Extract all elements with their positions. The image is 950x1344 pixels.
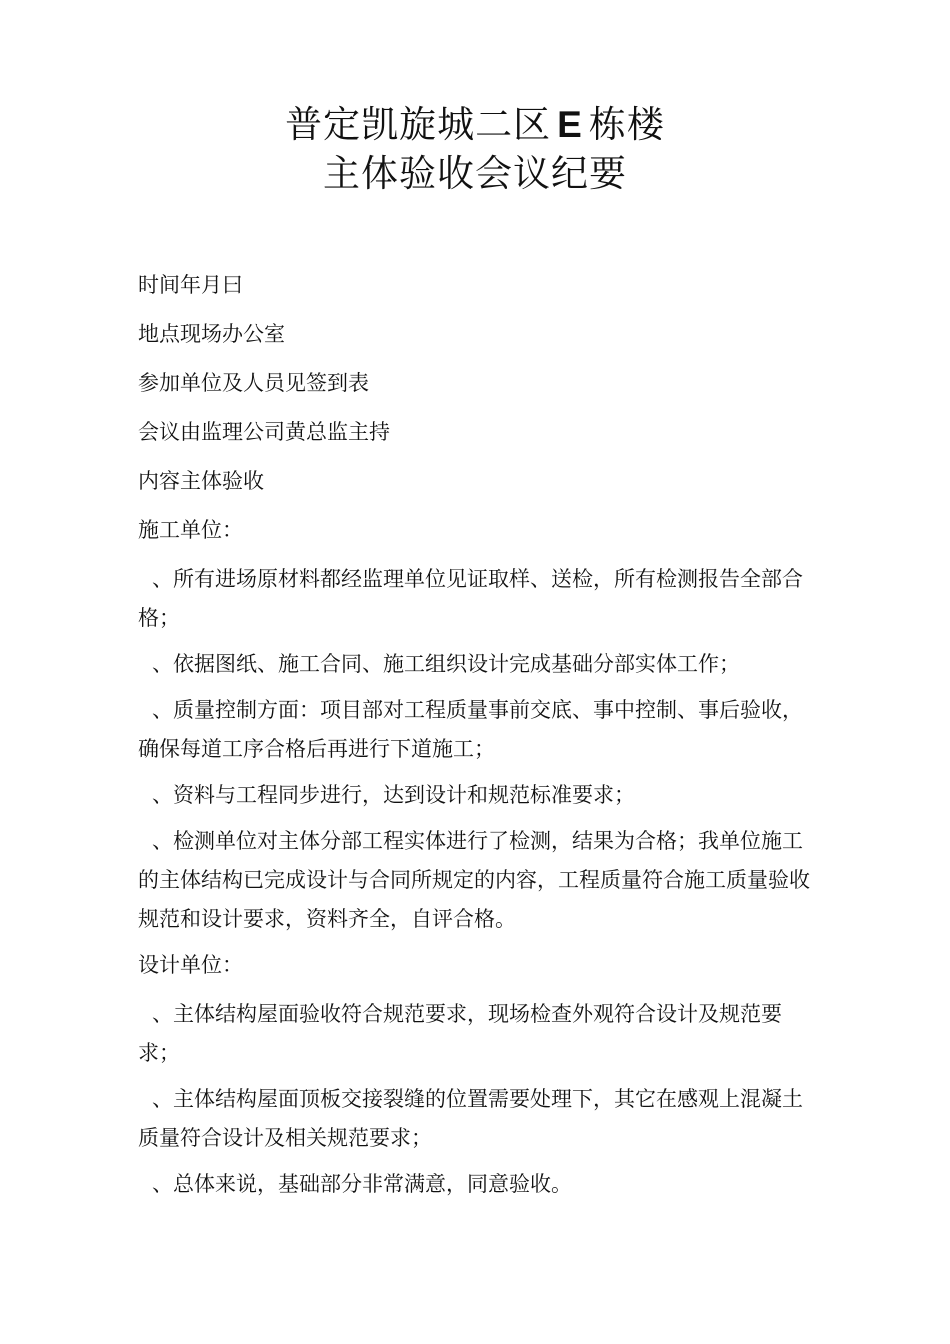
meeting-content: 内容主体验收	[138, 469, 264, 493]
meeting-place: 地点现场办公室	[138, 322, 285, 346]
title-text-post: 栋楼	[588, 103, 665, 146]
construction-item: 、质量控制方面：项目部对工程质量事前交底、事中控制、事后验收，确保每道工序合格后再进行下道施工；	[138, 698, 803, 761]
construction-item: 、所有进场原材料都经监理单位见证取样、送检，所有检测报告全部合格；	[138, 567, 803, 630]
construction-unit-heading: 施工单位：	[138, 518, 243, 542]
document-body	[138, 266, 818, 1211]
construction-item: 、依据图纸、施工合同、施工组织设计完成基础分部实体工作；	[152, 652, 740, 676]
design-unit-heading: 设计单位：	[138, 953, 243, 977]
construction-item: 、检测单位对主体分部工程实体进行了检测，结果为合格；我单位施工的主体结构已完成设计与合同所规定的内容，工程质量符合施工质量验收规范和设计要求，资料齐全，自评合格。	[138, 829, 810, 931]
document-title-line2: 主体验收会议纪要	[323, 152, 627, 195]
meeting-time: 时间年月曰	[138, 273, 243, 297]
title-text-pre: 普定凯旋城二区	[285, 103, 552, 146]
document-title-line1	[0, 103, 950, 147]
design-item: 、总体来说，基础部分非常满意，同意验收。	[152, 1172, 572, 1196]
title-building-letter: E	[557, 104, 583, 145]
meeting-host: 会议由监理公司黄总监主持	[138, 420, 390, 444]
design-item: 、主体结构屋面顶板交接裂缝的位置需要处理下，其它在感观上混凝土质量符合设计及相关规范要求；	[138, 1087, 803, 1150]
design-item: 、主体结构屋面验收符合规范要求，现场检查外观符合设计及规范要求；	[138, 1002, 782, 1065]
construction-item: 、资料与工程同步进行，达到设计和规范标准要求；	[152, 783, 635, 807]
meeting-attendees: 参加单位及人员见签到表	[138, 371, 369, 395]
